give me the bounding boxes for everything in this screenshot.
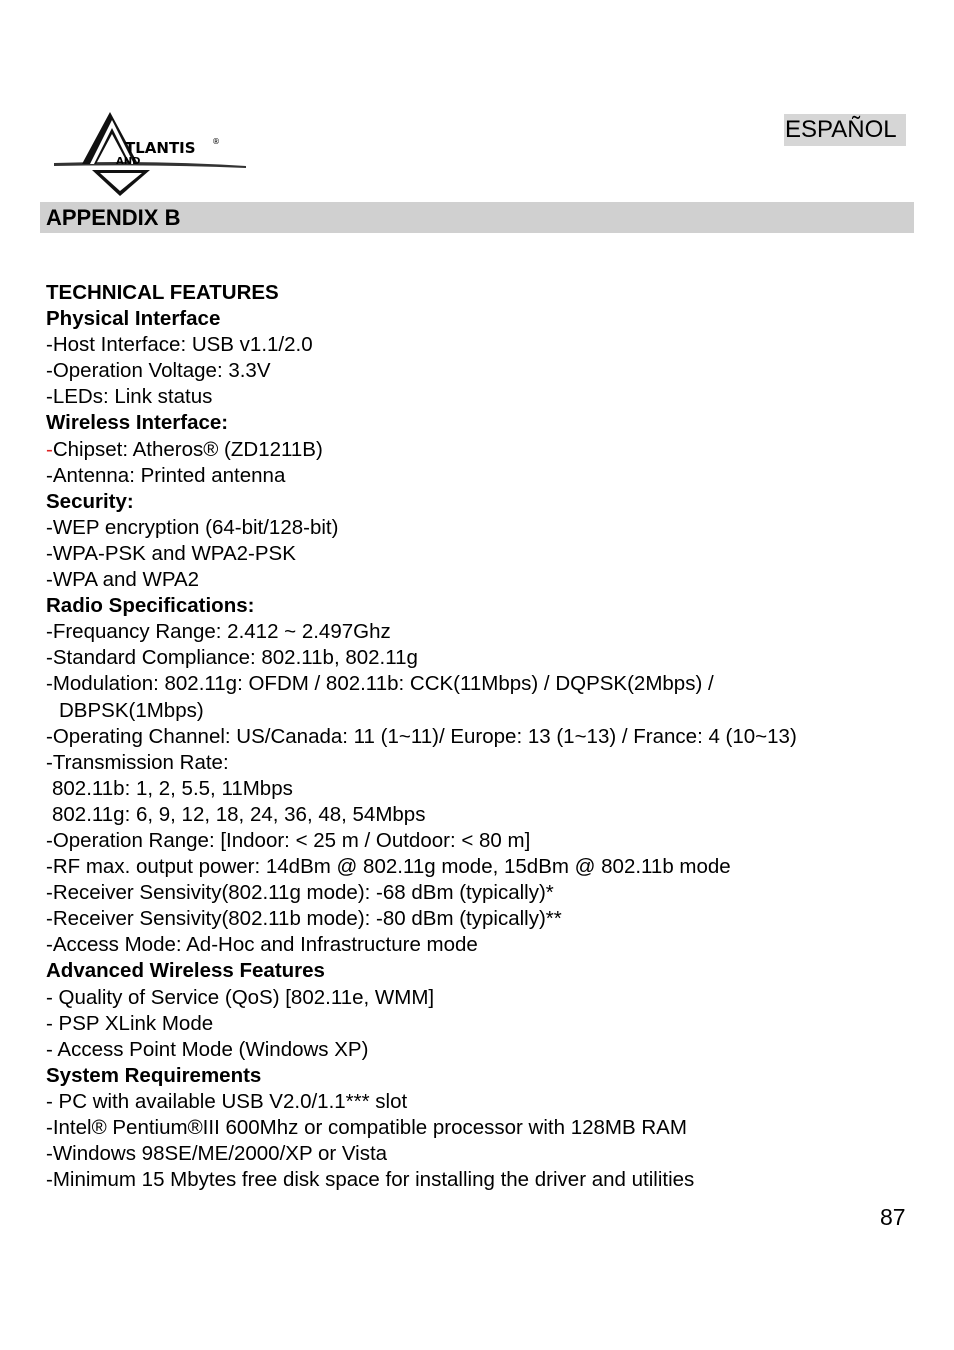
chipset-text: Chipset: Atheros® (ZD1211B) bbox=[52, 437, 323, 461]
radio-rf-power: -RF max. output power: 14dBm @ 802.11g mode, 15dBm @ 802.11b mode bbox=[46, 855, 731, 879]
technical-features-content bbox=[46, 280, 926, 1193]
system-item: -Windows 98SE/ME/2000/XP or Vista bbox=[46, 1142, 388, 1166]
radio-channel: -Operating Channel: US/Canada: 11 (1~11)/ Europe: 13 (1~13) / France: 4 (10~13) bbox=[46, 724, 797, 748]
security-item: -WPA and WPA2 bbox=[46, 568, 200, 592]
system-item: -Intel® Pentium®III 600Mhz or compatible processor with 128MB RAM bbox=[46, 1116, 687, 1139]
physical-item: -Operation Voltage: 3.3V bbox=[46, 359, 271, 383]
radio-modulation-continued: DBPSK(1Mbps) bbox=[59, 698, 204, 722]
radio-heading: Radio Specifications: bbox=[46, 594, 255, 618]
security-heading: Security: bbox=[46, 489, 134, 513]
appendix-header-bar bbox=[40, 202, 914, 233]
physical-item: -LEDs: Link status bbox=[46, 385, 213, 409]
wireless-antenna: -Antenna: Printed antenna bbox=[46, 463, 286, 487]
radio-modulation: -Modulation: 802.11g: OFDM / 802.11b: CCK(11Mbps) / DQPSK(2Mbps) / bbox=[46, 672, 714, 696]
wireless-chipset bbox=[46, 437, 926, 463]
system-item: -Minimum 15 Mbytes free disk space for installing the driver and utilities bbox=[46, 1168, 695, 1192]
logo-sub-text: AND bbox=[116, 156, 141, 167]
radio-access-mode: -Access Mode: Ad-Hoc and Infrastructure mode bbox=[46, 933, 478, 957]
security-item: -WEP encryption (64-bit/128-bit) bbox=[46, 515, 339, 539]
radio-compliance: -Standard Compliance: 802.11b, 802.11g bbox=[46, 646, 418, 670]
radio-rate-g: 802.11g: 6, 9, 12, 18, 24, 36, 48, 54Mbps bbox=[52, 802, 426, 826]
appendix-title: APPENDIX B bbox=[46, 205, 181, 230]
atlantis-land-logo bbox=[50, 108, 250, 200]
logo-registered-mark: ® bbox=[212, 137, 220, 146]
section-main-title: TECHNICAL FEATURES bbox=[46, 281, 279, 304]
radio-range: -Operation Range: [Indoor: < 25 m / Outdoor: < 80 m] bbox=[46, 828, 531, 852]
wireless-heading: Wireless Interface: bbox=[46, 411, 229, 435]
physical-item: -Host Interface: USB v1.1/2.0 bbox=[46, 333, 313, 357]
page-number: 87 bbox=[880, 1204, 906, 1230]
radio-tx-rate: -Transmission Rate: bbox=[46, 750, 229, 774]
radio-frequency: -Frequancy Range: 2.412 ~ 2.497Ghz bbox=[46, 620, 391, 644]
system-heading: System Requirements bbox=[46, 1063, 262, 1087]
advanced-item: - Quality of Service (QoS) [802.11e, WMM] bbox=[46, 985, 435, 1009]
security-item: -WPA-PSK and WPA2-PSK bbox=[46, 541, 296, 565]
system-item: - PC with available USB V2.0/1.1*** slot bbox=[46, 1089, 408, 1113]
chipset-dash: - bbox=[46, 437, 53, 461]
language-label: ESPAÑOL bbox=[784, 114, 906, 146]
logo-main-text: TLANTIS bbox=[125, 139, 196, 157]
physical-heading: Physical Interface bbox=[46, 307, 221, 331]
radio-rate-b: 802.11b: 1, 2, 5.5, 11Mbps bbox=[52, 776, 293, 800]
advanced-item: - PSP XLink Mode bbox=[46, 1011, 214, 1035]
radio-sensitivity-g: -Receiver Sensivity(802.11g mode): -68 dBm (typically)* bbox=[46, 881, 554, 905]
radio-sensitivity-b: -Receiver Sensivity(802.11b mode): -80 dBm (typically)** bbox=[46, 907, 562, 931]
advanced-heading: Advanced Wireless Features bbox=[46, 959, 325, 983]
advanced-item: - Access Point Mode (Windows XP) bbox=[46, 1037, 369, 1061]
